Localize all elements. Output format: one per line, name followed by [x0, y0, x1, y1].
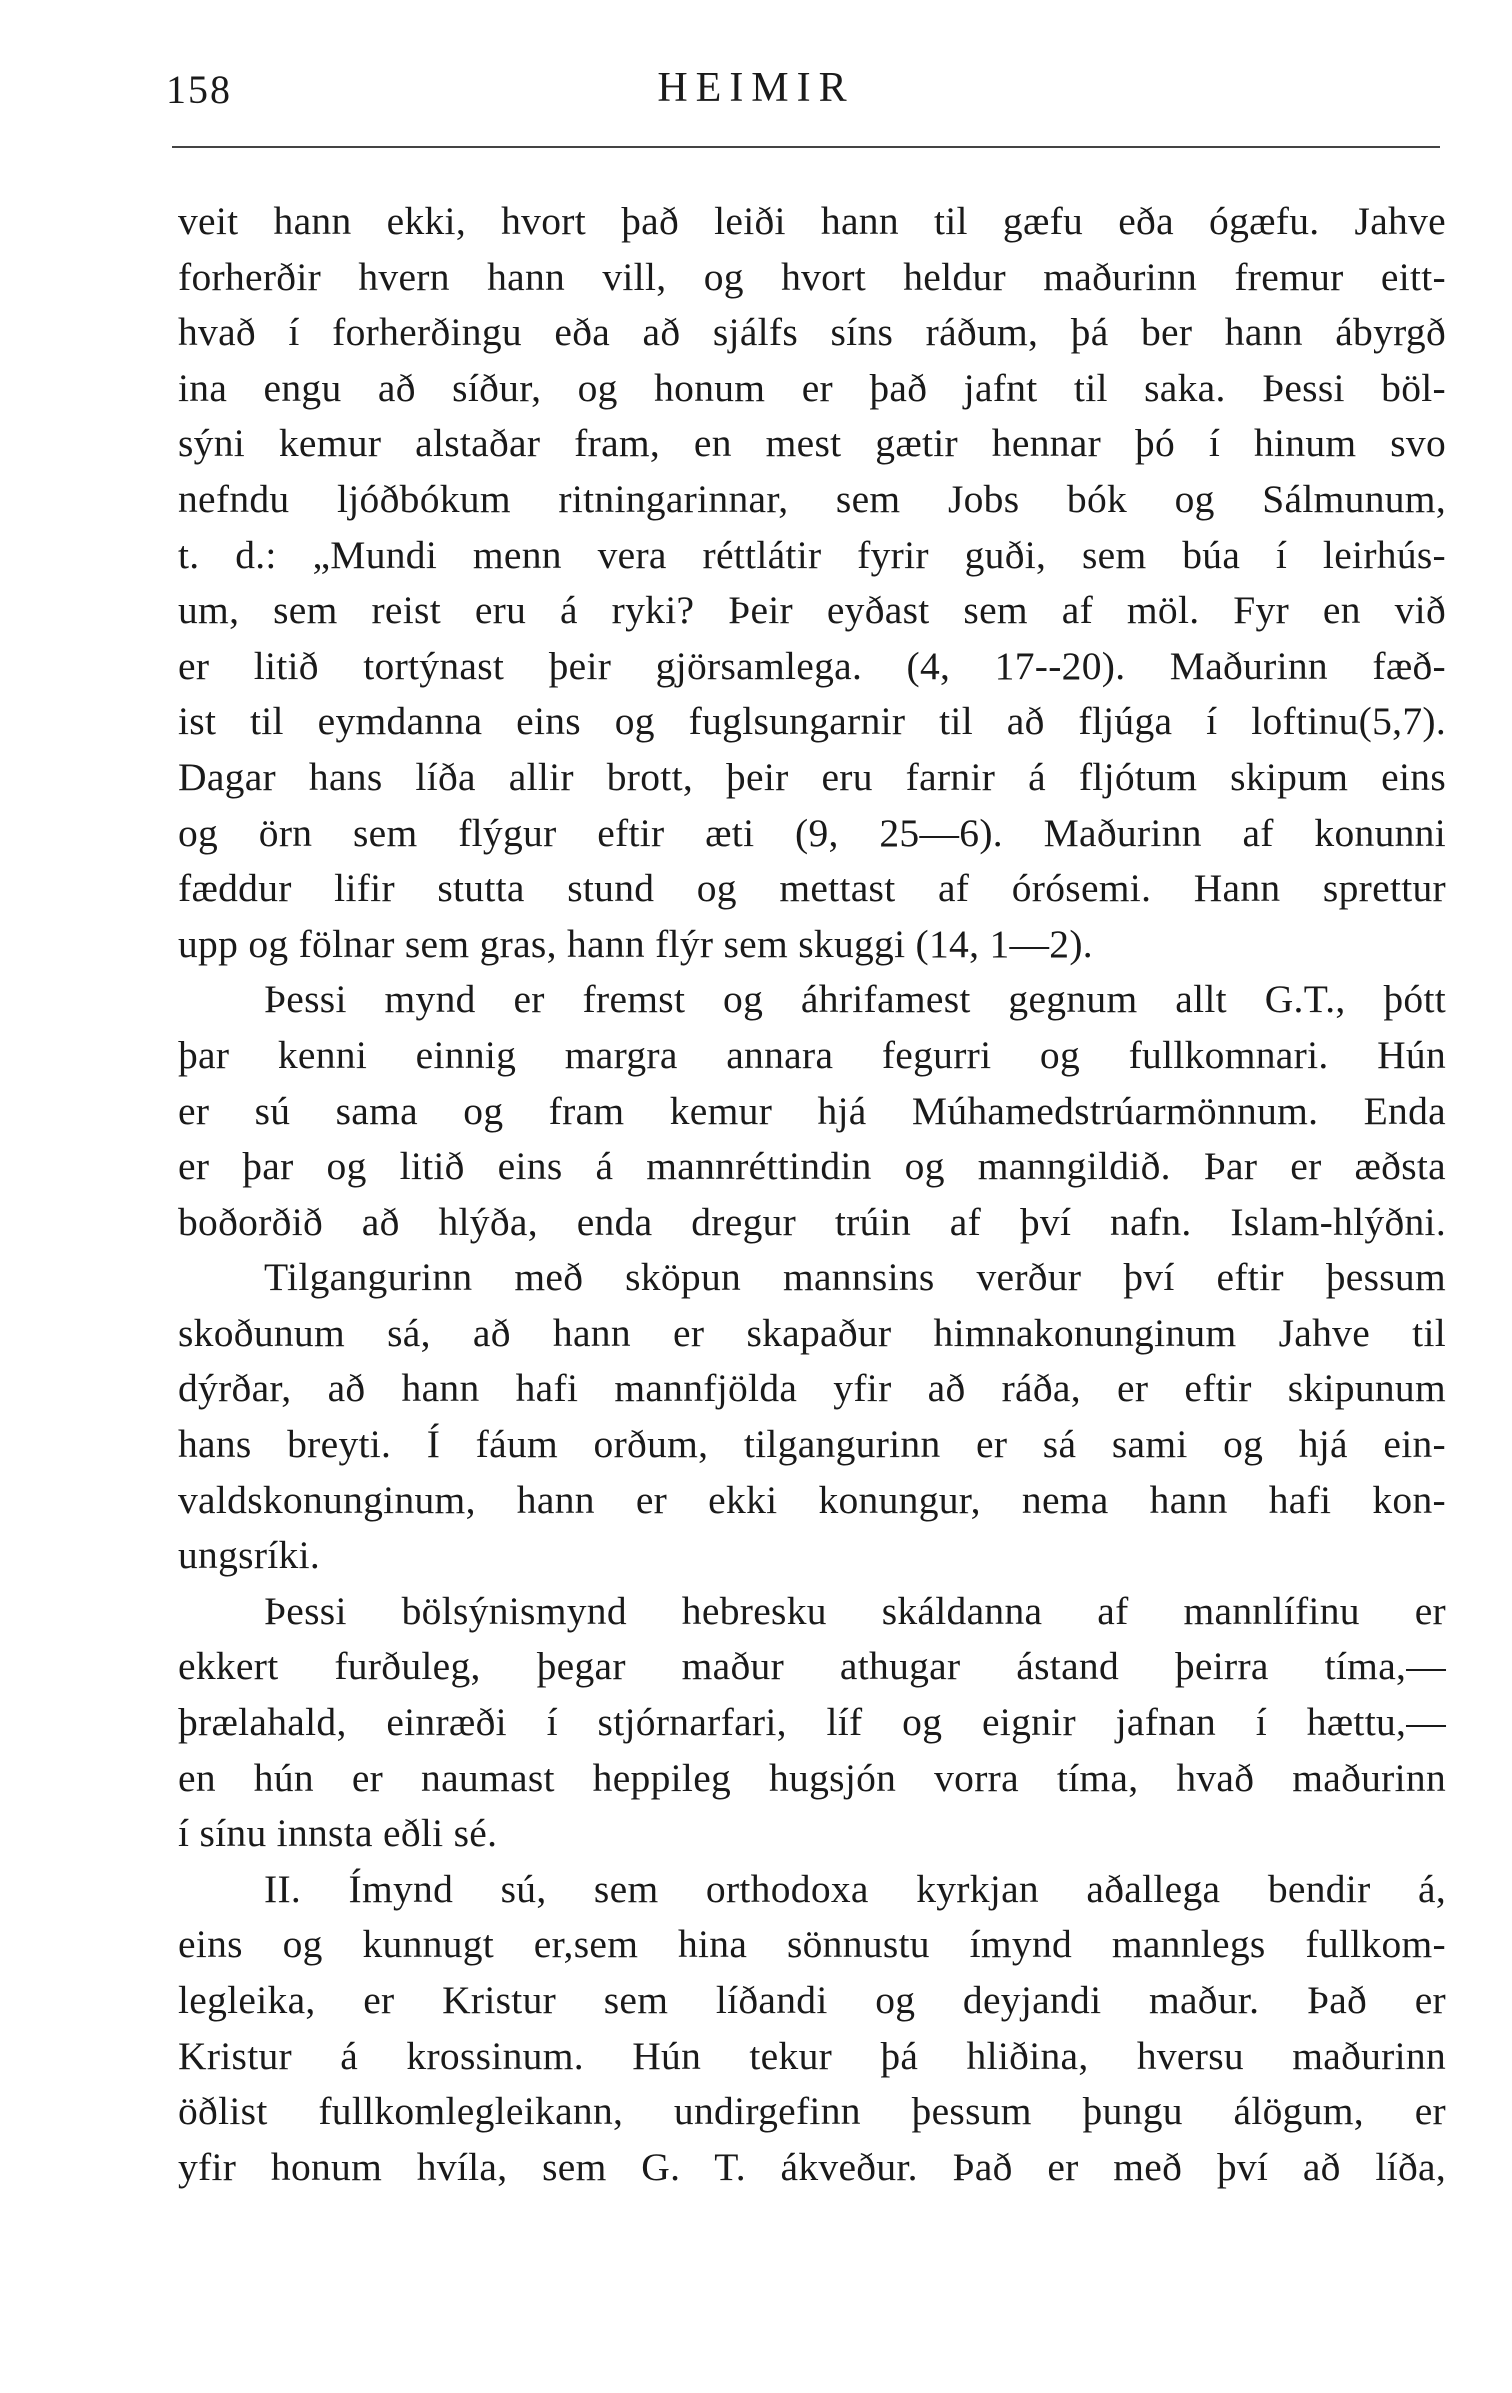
text-line: boðorðið að hlýða, enda dregur trúin af því nafn. Islam-hlýðni.	[178, 1199, 1446, 1244]
text-line: hvað í forherðingu eða að sjálfs síns ráðum, þá ber hann ábyrgð	[178, 310, 1446, 355]
text-line: t. d.: „Mundi menn vera réttlátir fyrir guði, sem búa í leirhús-	[178, 532, 1446, 577]
text-line: þar kenni einnig margra annara fegurri og fullkomnari. Hún	[178, 1032, 1446, 1077]
text-line: þrælahald, einræði í stjórnarfari, líf og eignir jafnan í hættu,—	[178, 1700, 1446, 1745]
text-line: Dagar hans líða allir brott, þeir eru farnir á fljótum skipum eins	[178, 754, 1446, 799]
text-line: veit hann ekki, hvort það leiði hann til gæfu eða ógæfu. Jahve	[178, 199, 1446, 243]
text-line: eins og kunnugt er,sem hina sönnustu ímynd mannlegs fullkom-	[178, 1922, 1446, 1967]
text-line: dýrðar, að hann hafi mannfjölda yfir að ráða, er eftir skipunum	[178, 1366, 1446, 1411]
text-line: ina engu að síður, og honum er það jafnt til saka. Þessi böl-	[178, 365, 1446, 410]
text-line: sýni kemur alstaðar fram, en mest gætir hennar þó í hinum svo	[178, 421, 1446, 466]
text-line: Þessi mynd er fremst og áhrifamest gegnum allt G.T., þótt	[264, 977, 1446, 1022]
page-number: 158	[166, 67, 232, 112]
text-line: öðlist fullkomlegleikann, undirgefinn þessum þungu álögum, er	[178, 2089, 1446, 2134]
text-line: forherðir hvern hann vill, og hvort heldur maðurinn fremur eitt-	[178, 254, 1446, 299]
text-line: skoðunum sá, að hann er skapaður himnakonunginum Jahve til	[178, 1310, 1446, 1355]
text-line: og örn sem flýgur eftir æti (9, 25—6). Maðurinn af konunni	[178, 810, 1446, 855]
text-line: en hún er naumast heppileg hugsjón vorra tíma, hvað maðurinn	[178, 1755, 1446, 1800]
text-line: er þar og litið eins á mannréttindin og manngildið. Þar er æðsta	[178, 1144, 1446, 1189]
text-line: fæddur lifir stutta stund og mettast af órósemi. Hann sprettur	[178, 866, 1446, 911]
text-line: Kristur á krossinum. Hún tekur þá hliðina, hversu maðurinn	[178, 2033, 1446, 2078]
text-line: um, sem reist eru á ryki? Þeir eyðast sem af möl. Fyr en við	[178, 588, 1446, 633]
text-line: ungsríki.	[178, 1533, 321, 1578]
text-line: upp og fölnar sem gras, hann flýr sem skuggi (14, 1—2).	[178, 921, 1093, 966]
text-line: hans breyti. Í fáum orðum, tilgangurinn er sá sami og hjá ein-	[178, 1422, 1446, 1467]
text-line: valdskonunginum, hann er ekki konungur, nema hann hafi kon-	[178, 1477, 1446, 1522]
text-line: Tilgangurinn með sköpun mannsins verður því eftir þessum	[264, 1255, 1446, 1300]
text-line: er sú sama og fram kemur hjá Múhamedstrúarmönnum. Enda	[178, 1088, 1446, 1133]
text-line: nefndu ljóðbókum ritningarinnar, sem Jobs bók og Sálmunum,	[178, 476, 1446, 521]
running-head: HEIMIR	[657, 65, 855, 111]
text-line: II. Ímynd sú, sem orthodoxa kyrkjan aðallega bendir á,	[264, 1866, 1446, 1911]
body-text	[178, 194, 1446, 2195]
text-line: legleika, er Kristur sem líðandi og deyjandi maður. Það er	[178, 1978, 1446, 2022]
text-line: í sínu innsta eðli sé.	[178, 1811, 498, 1856]
text-line: er litið tortýnast þeir gjörsamlega. (4, 17--20). Maðurinn fæð-	[178, 643, 1446, 688]
text-line: yfir honum hvíla, sem G. T. ákveður. Það er með því að líða,	[178, 2144, 1446, 2189]
text-line: ist til eymdanna eins og fuglsungarnir til að fljúga í loftinu(5,7).	[178, 699, 1446, 744]
text-line: ekkert furðuleg, þegar maður athugar ástand þeirra tíma,—	[178, 1644, 1446, 1689]
header-rule	[172, 146, 1440, 148]
text-line: Þessi bölsýnismynd hebresku skáldanna af mannlífinu er	[264, 1588, 1446, 1633]
